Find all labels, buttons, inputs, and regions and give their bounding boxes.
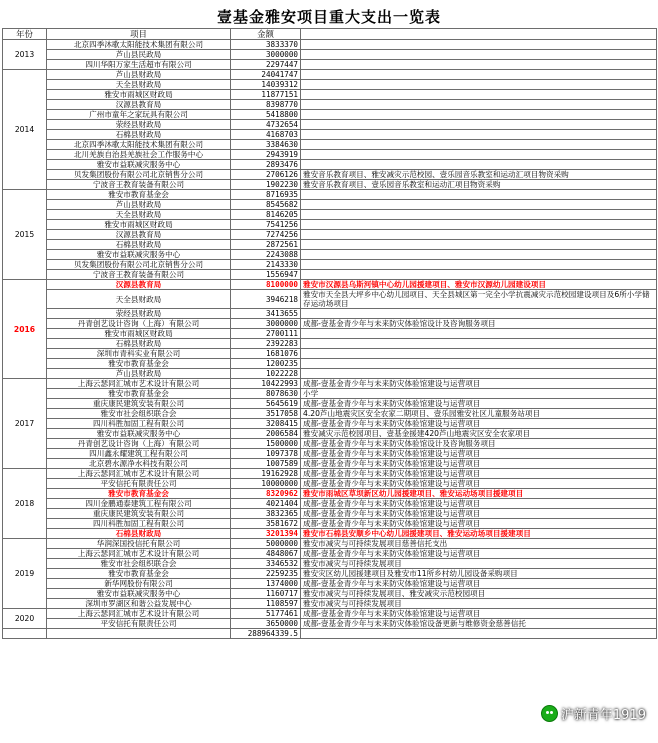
amount-cell: 5418800: [231, 110, 301, 120]
amount-cell: 2297447: [231, 60, 301, 70]
amount-cell: 5177461: [231, 609, 301, 619]
note-cell: 成都-壹基金青少年与未来防灾体验馆建设与运营项目: [301, 479, 657, 489]
project-cell: 雅安市教育基金会: [47, 569, 231, 579]
note-cell: [301, 220, 657, 230]
note-cell: [301, 40, 657, 50]
year-cell: 2019: [3, 539, 47, 609]
note-cell: 雅安市雨城区草坝新区幼儿园援建项目、雅安运动场项目援建项目: [301, 489, 657, 499]
table-row: [3, 539, 657, 549]
note-cell: [301, 240, 657, 250]
year-cell: 2018: [3, 469, 47, 539]
amount-cell: 2143330: [231, 260, 301, 270]
amount-cell: 1200235: [231, 359, 301, 369]
table-row: [3, 499, 657, 509]
amount-cell: 8100000: [231, 280, 301, 290]
amount-cell: 2392283: [231, 339, 301, 349]
amount-cell: 3650000: [231, 619, 301, 629]
project-cell: 雅安市益联减灾服务中心: [47, 429, 231, 439]
amount-cell: 2943919: [231, 150, 301, 160]
project-cell: 天全县财政局: [47, 210, 231, 220]
note-cell: [301, 339, 657, 349]
table-row: [3, 220, 657, 230]
table-row: [3, 60, 657, 70]
table-row: [3, 339, 657, 349]
amount-cell: 1022228: [231, 369, 301, 379]
year-cell: 2016: [3, 280, 47, 379]
header-note: [301, 29, 657, 40]
table-row: [3, 389, 657, 399]
watermark-text: 沪新青年1919: [560, 708, 646, 723]
amount-cell: 14039312: [231, 80, 301, 90]
note-cell: 雅安市减灾与可持续发展项目、雅安减灾示范校园项目: [301, 589, 657, 599]
total-project-cell: [47, 629, 231, 639]
header-project: 项目: [47, 29, 231, 40]
project-cell: 北川羌族自治县羌族社会工作服务中心: [47, 150, 231, 160]
amount-cell: 3832365: [231, 509, 301, 519]
table-row: [3, 90, 657, 100]
note-cell: [301, 90, 657, 100]
note-cell: [301, 50, 657, 60]
amount-cell: 24041747: [231, 70, 301, 80]
table-row: [3, 589, 657, 599]
note-cell: 成都-壹基金青少年与未来防灾体验馆建设与运营项目: [301, 459, 657, 469]
table-row: [3, 469, 657, 479]
amount-cell: 3833370: [231, 40, 301, 50]
note-cell: [301, 329, 657, 339]
note-cell: 成都-壹基金青少年与未来防灾体验馆建设与运营项目: [301, 469, 657, 479]
note-cell: 小学: [301, 389, 657, 399]
table-row: [3, 40, 657, 50]
note-cell: 雅安市汉源县乌斯河镇中心幼儿园援建项目、雅安市汉源幼儿园建设项目: [301, 280, 657, 290]
amount-cell: 2700111: [231, 329, 301, 339]
project-cell: 重庆康民建筑安装有限公司: [47, 509, 231, 519]
project-cell: 华润深国投信托有限公司: [47, 539, 231, 549]
year-cell: 2020: [3, 609, 47, 629]
table-row: [3, 280, 657, 290]
table-row: [3, 569, 657, 579]
note-cell: [301, 110, 657, 120]
note-cell: [301, 120, 657, 130]
table-row: [3, 210, 657, 220]
table-row: [3, 290, 657, 309]
note-cell: 雅安音乐教育项目、壹乐园音乐教室和运动汇项目物资采购: [301, 180, 657, 190]
project-cell: 上海云瑟同汇城市艺术设计有限公司: [47, 549, 231, 559]
note-cell: 雅安市减灾与可持续发展项目: [301, 559, 657, 569]
year-cell: 2017: [3, 379, 47, 469]
table-row: [3, 489, 657, 499]
amount-cell: 1160717: [231, 589, 301, 599]
amount-cell: 5000000: [231, 539, 301, 549]
table-row: [3, 160, 657, 170]
amount-cell: 1007589: [231, 459, 301, 469]
project-cell: 上海云瑟同汇城市艺术设计有限公司: [47, 609, 231, 619]
project-cell: 芦山县民政局: [47, 50, 231, 60]
amount-cell: 3208415: [231, 419, 301, 429]
project-cell: 平安信托有限责任公司: [47, 479, 231, 489]
amount-cell: 1902230: [231, 180, 301, 190]
amount-cell: 1097378: [231, 449, 301, 459]
project-cell: 汉源县教育局: [47, 100, 231, 110]
table-row: [3, 329, 657, 339]
table-row: [3, 130, 657, 140]
table-row: [3, 429, 657, 439]
header-year: 年份: [3, 29, 47, 40]
note-cell: [301, 130, 657, 140]
table-row: [3, 50, 657, 60]
amount-cell: 3946218: [231, 290, 301, 309]
project-cell: 雅安市社会组织联合会: [47, 409, 231, 419]
table-row: [3, 459, 657, 469]
project-cell: 雅安市雨城区财政局: [47, 329, 231, 339]
note-cell: [301, 70, 657, 80]
amount-cell: 3000000: [231, 50, 301, 60]
table-row: [3, 80, 657, 90]
amount-cell: 8320962: [231, 489, 301, 499]
note-cell: [301, 260, 657, 270]
project-cell: 雅安市益联减灾服务中心: [47, 250, 231, 260]
note-cell: 成都-壹基金青少年与未来防灾体验馆建设与运营项目: [301, 519, 657, 529]
amount-cell: 2259235: [231, 569, 301, 579]
note-cell: 成都-壹基金青少年与未来防灾体验馆建设与运营项目: [301, 549, 657, 559]
amount-cell: 1500000: [231, 439, 301, 449]
table-body: [3, 40, 657, 629]
table-row: [3, 270, 657, 280]
amount-cell: 1681076: [231, 349, 301, 359]
project-cell: 雅安市益联减灾服务中心: [47, 160, 231, 170]
amount-cell: 3413655: [231, 309, 301, 319]
project-cell: 深圳市青科实业有限公司: [47, 349, 231, 359]
table-row: [3, 559, 657, 569]
table-row: [3, 100, 657, 110]
project-cell: 雅安市益联减灾服务中心: [47, 589, 231, 599]
total-year-cell: [3, 629, 47, 639]
amount-cell: 11877151: [231, 90, 301, 100]
amount-cell: 4021404: [231, 499, 301, 509]
note-cell: [301, 369, 657, 379]
project-cell: 石棉县财政局: [47, 339, 231, 349]
amount-cell: 8716935: [231, 190, 301, 200]
amount-cell: 3000000: [231, 319, 301, 329]
table-row: [3, 619, 657, 629]
note-cell: 雅安市石棉县安顺乡中心幼儿园援建项目、雅安运动场项目援建项目: [301, 529, 657, 539]
amount-cell: 1374000: [231, 579, 301, 589]
note-cell: 雅安减灾示范校园项目、壹基金援建420芦山地震灾区安全农家项目: [301, 429, 657, 439]
note-cell: 成都-壹基金青少年与未来防灾体验馆建设与运营项目: [301, 499, 657, 509]
note-cell: [301, 230, 657, 240]
note-cell: [301, 60, 657, 70]
note-cell: 成都-壹基金青少年与未来防灾体验馆建设与运营项目: [301, 449, 657, 459]
note-cell: [301, 140, 657, 150]
total-note-cell: [301, 629, 657, 639]
amount-cell: 3384630: [231, 140, 301, 150]
project-cell: 重庆康民建筑安装有限公司: [47, 399, 231, 409]
project-cell: 丹青创艺设计咨询（上海）有限公司: [47, 319, 231, 329]
project-cell: 上海云瑟同汇城市艺术设计有限公司: [47, 469, 231, 479]
table-row: [3, 479, 657, 489]
note-cell: [301, 160, 657, 170]
note-cell: [301, 190, 657, 200]
amount-cell: 2706126: [231, 170, 301, 180]
year-cell: 2015: [3, 190, 47, 280]
project-cell: 荥经县财政局: [47, 120, 231, 130]
table-row: [3, 609, 657, 619]
table-row: [3, 359, 657, 369]
amount-cell: 3346532: [231, 559, 301, 569]
project-cell: 天全县财政局: [47, 80, 231, 90]
project-cell: 石棉县财政局: [47, 529, 231, 539]
note-cell: [301, 80, 657, 90]
project-cell: 丹青创艺设计咨询（上海）有限公司: [47, 439, 231, 449]
note-cell: 成都-壹基金青少年与未来防灾体验馆建设与运营项目: [301, 379, 657, 389]
table-row: [3, 449, 657, 459]
project-cell: 广州市童年之家玩具有限公司: [47, 110, 231, 120]
table-row: [3, 70, 657, 80]
project-cell: 天全县财政局: [47, 290, 231, 309]
project-cell: 北京四季沐歌太阳能技术集团有限公司: [47, 140, 231, 150]
amount-cell: 3581672: [231, 519, 301, 529]
note-cell: 成都-壹基金青少年与未来防灾体验馆设计及咨询服务项目: [301, 439, 657, 449]
project-cell: 石棉县财政局: [47, 130, 231, 140]
project-cell: 北京碧水源净水科技有限公司: [47, 459, 231, 469]
table-row: [3, 120, 657, 130]
project-cell: 汉源县教育局: [47, 280, 231, 290]
note-cell: [301, 150, 657, 160]
table-row: [3, 579, 657, 589]
table-row: [3, 190, 657, 200]
project-cell: 荥经县财政局: [47, 309, 231, 319]
table-row: [3, 170, 657, 180]
note-cell: [301, 100, 657, 110]
table-row: [3, 110, 657, 120]
project-cell: 上海云瑟同汇城市艺术设计有限公司: [47, 379, 231, 389]
note-cell: 雅安市减灾与可持续发展项目: [301, 599, 657, 609]
table-row: [3, 140, 657, 150]
project-cell: 深圳市罗湖区和谐公益发展中心: [47, 599, 231, 609]
amount-cell: 4848067: [231, 549, 301, 559]
amount-cell: 4168703: [231, 130, 301, 140]
project-cell: 雅安市教育基金会: [47, 489, 231, 499]
table-row: [3, 180, 657, 190]
table-row: [3, 250, 657, 260]
amount-cell: 8078630: [231, 389, 301, 399]
note-cell: [301, 349, 657, 359]
project-cell: 四川金鹏通泰建筑工程有限公司: [47, 499, 231, 509]
table-row: [3, 419, 657, 429]
note-cell: 成都-壹基金青少年与未来防灾体验馆建设与运营项目: [301, 419, 657, 429]
table-row: [3, 549, 657, 559]
project-cell: 四川科胜加固工程有限公司: [47, 519, 231, 529]
note-cell: [301, 270, 657, 280]
note-cell: 成都-壹基金青少年与未来防灾体验馆建设与运营项目: [301, 399, 657, 409]
project-cell: 宁波音王教育装备有限公司: [47, 270, 231, 280]
amount-cell: 2006584: [231, 429, 301, 439]
total-row: [3, 629, 657, 639]
amount-cell: 8146205: [231, 210, 301, 220]
project-cell: 雅安市教育基金会: [47, 359, 231, 369]
table-row: [3, 409, 657, 419]
project-cell: 芦山县财政局: [47, 70, 231, 80]
amount-cell: 10422993: [231, 379, 301, 389]
amount-cell: 19162928: [231, 469, 301, 479]
table-row: [3, 439, 657, 449]
project-cell: 芦山县财政局: [47, 369, 231, 379]
project-cell: 石棉县财政局: [47, 240, 231, 250]
table-row: [3, 399, 657, 409]
table-row: [3, 319, 657, 329]
watermark: [541, 704, 646, 723]
amount-cell: 8545682: [231, 200, 301, 210]
wechat-icon: [541, 705, 558, 722]
note-cell: 成都-壹基金青少年与未来防灾体验馆设计及咨询服务项目: [301, 319, 657, 329]
table-row: [3, 379, 657, 389]
project-cell: 雅安市社会组织联合会: [47, 559, 231, 569]
table-row: [3, 369, 657, 379]
project-cell: 宁波音王教育装备有限公司: [47, 180, 231, 190]
header-row: [3, 29, 657, 40]
amount-cell: 7274256: [231, 230, 301, 240]
project-cell: 平安信托有限责任公司: [47, 619, 231, 629]
project-cell: 雅安市教育基金会: [47, 389, 231, 399]
project-cell: 雅安市雨城区财政局: [47, 90, 231, 100]
header-amount: 金额: [231, 29, 301, 40]
amount-cell: 8398770: [231, 100, 301, 110]
amount-cell: 3201394: [231, 529, 301, 539]
note-cell: 雅安市天全县大坪乡中心幼儿园项目、天全县城区第一完全小学抗震减灾示范校园建设项目及6所小学储存运动场项目: [301, 290, 657, 309]
amount-cell: 1556947: [231, 270, 301, 280]
note-cell: 成都-壹基金青少年与未来防灾体验馆建设与运营项目: [301, 579, 657, 589]
table-row: [3, 240, 657, 250]
amount-cell: 2872561: [231, 240, 301, 250]
note-cell: 雅安市减灾与可持续发展项目慈善信托支出: [301, 539, 657, 549]
total-amount: 288964339.5: [231, 629, 301, 639]
table-row: [3, 230, 657, 240]
note-cell: 雅安灾区幼儿园援建项目及雅安市11所乡村幼儿园设备采购项目: [301, 569, 657, 579]
table-row: [3, 309, 657, 319]
project-cell: 雅安市雨城区财政局: [47, 220, 231, 230]
note-cell: [301, 200, 657, 210]
year-cell: 2014: [3, 70, 47, 190]
note-cell: [301, 309, 657, 319]
project-cell: 北京四季沐歌太阳能技术集团有限公司: [47, 40, 231, 50]
amount-cell: 10000000: [231, 479, 301, 489]
amount-cell: 4732654: [231, 120, 301, 130]
amount-cell: 2893476: [231, 160, 301, 170]
project-cell: 汉源县教育局: [47, 230, 231, 240]
project-cell: 芦山县财政局: [47, 200, 231, 210]
note-cell: [301, 359, 657, 369]
project-cell: 四川华阳万家生活超市有限公司: [47, 60, 231, 70]
project-cell: 贝发集团股份有限公司北京销售分公司: [47, 260, 231, 270]
note-cell: 成都-壹基金青少年与未来防灾体验馆设备更新与维修资金慈善信托: [301, 619, 657, 629]
amount-cell: 1108597: [231, 599, 301, 609]
sheet-title: 壹基金雅安项目重大支出一览表: [216, 8, 441, 26]
table-row: [3, 349, 657, 359]
table-row: [3, 200, 657, 210]
table-row: [3, 260, 657, 270]
amount-cell: 7541256: [231, 220, 301, 230]
amount-cell: 2243088: [231, 250, 301, 260]
note-cell: 4.20芦山地震灾区安全农家二期项目、壹乐园雅安社区儿童服务站项目: [301, 409, 657, 419]
note-cell: [301, 210, 657, 220]
year-cell: 2013: [3, 40, 47, 70]
expenditure-table: [2, 28, 657, 639]
table-row: [3, 519, 657, 529]
amount-cell: 5645619: [231, 399, 301, 409]
note-cell: 成都-壹基金青少年与未来防灾体验馆建设与运营项目: [301, 609, 657, 619]
table-row: [3, 529, 657, 539]
project-cell: 四川鑫永耀建筑工程有限公司: [47, 449, 231, 459]
note-cell: [301, 250, 657, 260]
table-row: [3, 509, 657, 519]
project-cell: 四川科胜加固工程有限公司: [47, 419, 231, 429]
project-cell: 雅安市教育基金会: [47, 190, 231, 200]
project-cell: 新华网股份有限公司: [47, 579, 231, 589]
project-cell: 贝发集团股份有限公司北京销售分公司: [47, 170, 231, 180]
table-row: [3, 150, 657, 160]
amount-cell: 3517058: [231, 409, 301, 419]
note-cell: 成都-壹基金青少年与未来防灾体验馆建设与运营项目: [301, 509, 657, 519]
table-row: [3, 599, 657, 609]
note-cell: 雅安音乐教育项目、雅安减灾示范校园、壹乐园音乐教室和运动汇项目物资采购: [301, 170, 657, 180]
